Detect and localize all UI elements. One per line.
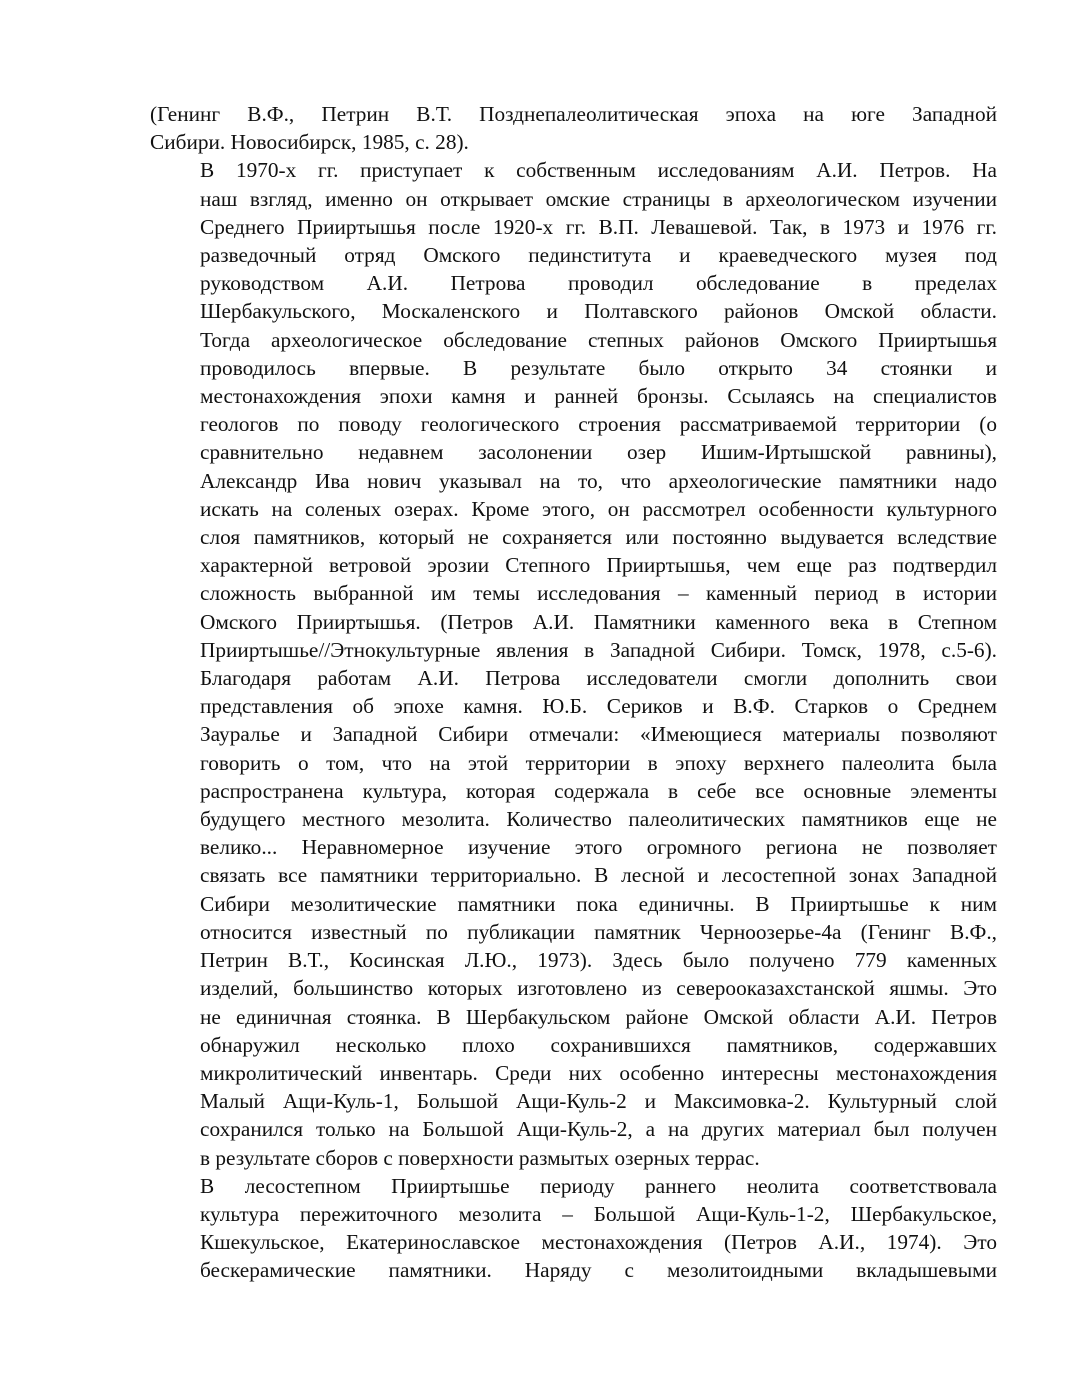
text-line: слоя памятников, который не сохраняется или постоянно выдувается вследствие [200, 525, 997, 550]
text-line: В лесостепном Прииртышье периоду раннего неолита соответствовала [200, 1173, 997, 1198]
text-line: бескерамические памятники. Наряду с мезолитоидными вкладышевыми [200, 1258, 997, 1283]
text-line: характерной ветровой эрозии Степного Прииртышья, чем еще раз подтвердил [200, 553, 997, 578]
text-line: геологов по поводу геологического строения рассматриваемой территории (о [200, 412, 997, 437]
text-line: искать на соленых озерах. Кроме этого, он рассмотрел особенности культурного [200, 496, 997, 521]
text-line: Петрин В.Т., Косинская Л.Ю., 1973). Здесь было получено 779 каменных [200, 948, 997, 973]
text-line: изделий, большинство которых изготовлено из северооказахстанской яшмы. Это [200, 976, 997, 1001]
text-line: Среднего Прииртышья после 1920-х гг. В.П. Левашевой. Так, в 1973 и 1976 гг. [200, 214, 997, 239]
text-line: велико... Неравномерное изучение этого огромного региона не позволяет [200, 835, 997, 860]
text-line: сравнительно недавнем засолонении озер Ишим-Иртышской равнины), [200, 440, 997, 465]
text-line: не единичная стоянка. В Шербакульском районе Омской области А.И. Петров [200, 1004, 997, 1029]
text-line: представления об эпохе камня. Ю.Б. Сериков и В.Ф. Старков о Среднем [200, 694, 997, 719]
text-line: Сибири мезолитические памятники пока единичны. В Прииртышье к ним [200, 891, 997, 916]
text-line: связать все памятники территориально. В лесной и лесостепной зонах Западной [200, 863, 997, 888]
text-line: наш взгляд, именно он открывает омские страницы в археологическом изучении [200, 186, 997, 211]
text-line: культура пережиточного мезолита – Большой Ащи-Куль-1-2, Шербакульское, [200, 1201, 997, 1226]
text-line: Шербакульского, Москаленского и Полтавского районов Омской области. [200, 299, 997, 324]
text-line: обнаружил несколько плохо сохранившихся памятников, содержавших [200, 1032, 997, 1057]
text-line: Кшекульское, Екатеринославское местонахождения (Петров А.И., 1974). Это [200, 1230, 997, 1255]
text-line: Малый Ащи-Куль-1, Большой Ащи-Куль-2 и Максимовка-2. Культурный слой [200, 1089, 997, 1114]
text-line: разведочный отряд Омского пединститута и краеведческого музея под [200, 243, 997, 268]
text-line: Омского Прииртышья. (Петров А.И. Памятники каменного века в Степном [200, 609, 997, 634]
text-line: относится известный по публикации памятник Черноозерье-4а (Генинг В.Ф., [200, 919, 997, 944]
document-page [150, 100, 997, 1285]
paragraph-2 [150, 156, 997, 1171]
text-line: микролитический инвентарь. Среди них особенно интересны местонахождения [200, 1060, 997, 1085]
text-line: сохранился только на Большой Ащи-Куль-2, а на других материал был получен [200, 1117, 997, 1142]
text-line: Благодаря работам А.И. Петрова исследователи смогли дополнить свои [200, 666, 997, 691]
paragraph-1 [150, 100, 997, 156]
text-line: проводилось впервые. В результате было открыто 34 стоянки и [200, 355, 997, 380]
text-line: В 1970-х гг. приступает к собственным исследованиям А.И. Петров. На [200, 158, 997, 183]
text-line: говорить о том, что на этой территории в эпоху верхнего палеолита была [200, 750, 997, 775]
text-line: Александр Ива нович указывал на то, что археологические памятники надо [200, 468, 997, 493]
text-line: Сибири. Новосибирск, 1985, с. 28). [150, 130, 469, 155]
text-line: (Генинг В.Ф., Петрин В.Т. Позднепалеолитическая эпоха на юге Западной [150, 102, 997, 126]
text-line: Прииртышье//Этнокультурные явления в Западной Сибири. Томск, 1978, с.5-6). [200, 637, 997, 662]
text-line: Тогда археологическое обследование степных районов Омского Прииртышья [200, 327, 997, 352]
paragraph-3 [150, 1172, 997, 1285]
text-line: сложность выбранной им темы исследования – каменный период в истории [200, 581, 997, 606]
text-line: распространена культура, которая содержала в себе все основные элементы [200, 778, 997, 803]
text-line: в результате сборов с поверхности размытых озерных террас. [200, 1145, 760, 1170]
text-line: местонахождения эпохи камня и ранней бронзы. Ссылаясь на специалистов [200, 384, 997, 409]
text-line: руководством А.И. Петрова проводил обследование в пределах [200, 271, 997, 296]
text-line: будущего местного мезолита. Количество палеолитических памятников еще не [200, 807, 997, 832]
text-line: Зауралье и Западной Сибири отмечали: «Имеющиеся материалы позволяют [200, 722, 997, 747]
